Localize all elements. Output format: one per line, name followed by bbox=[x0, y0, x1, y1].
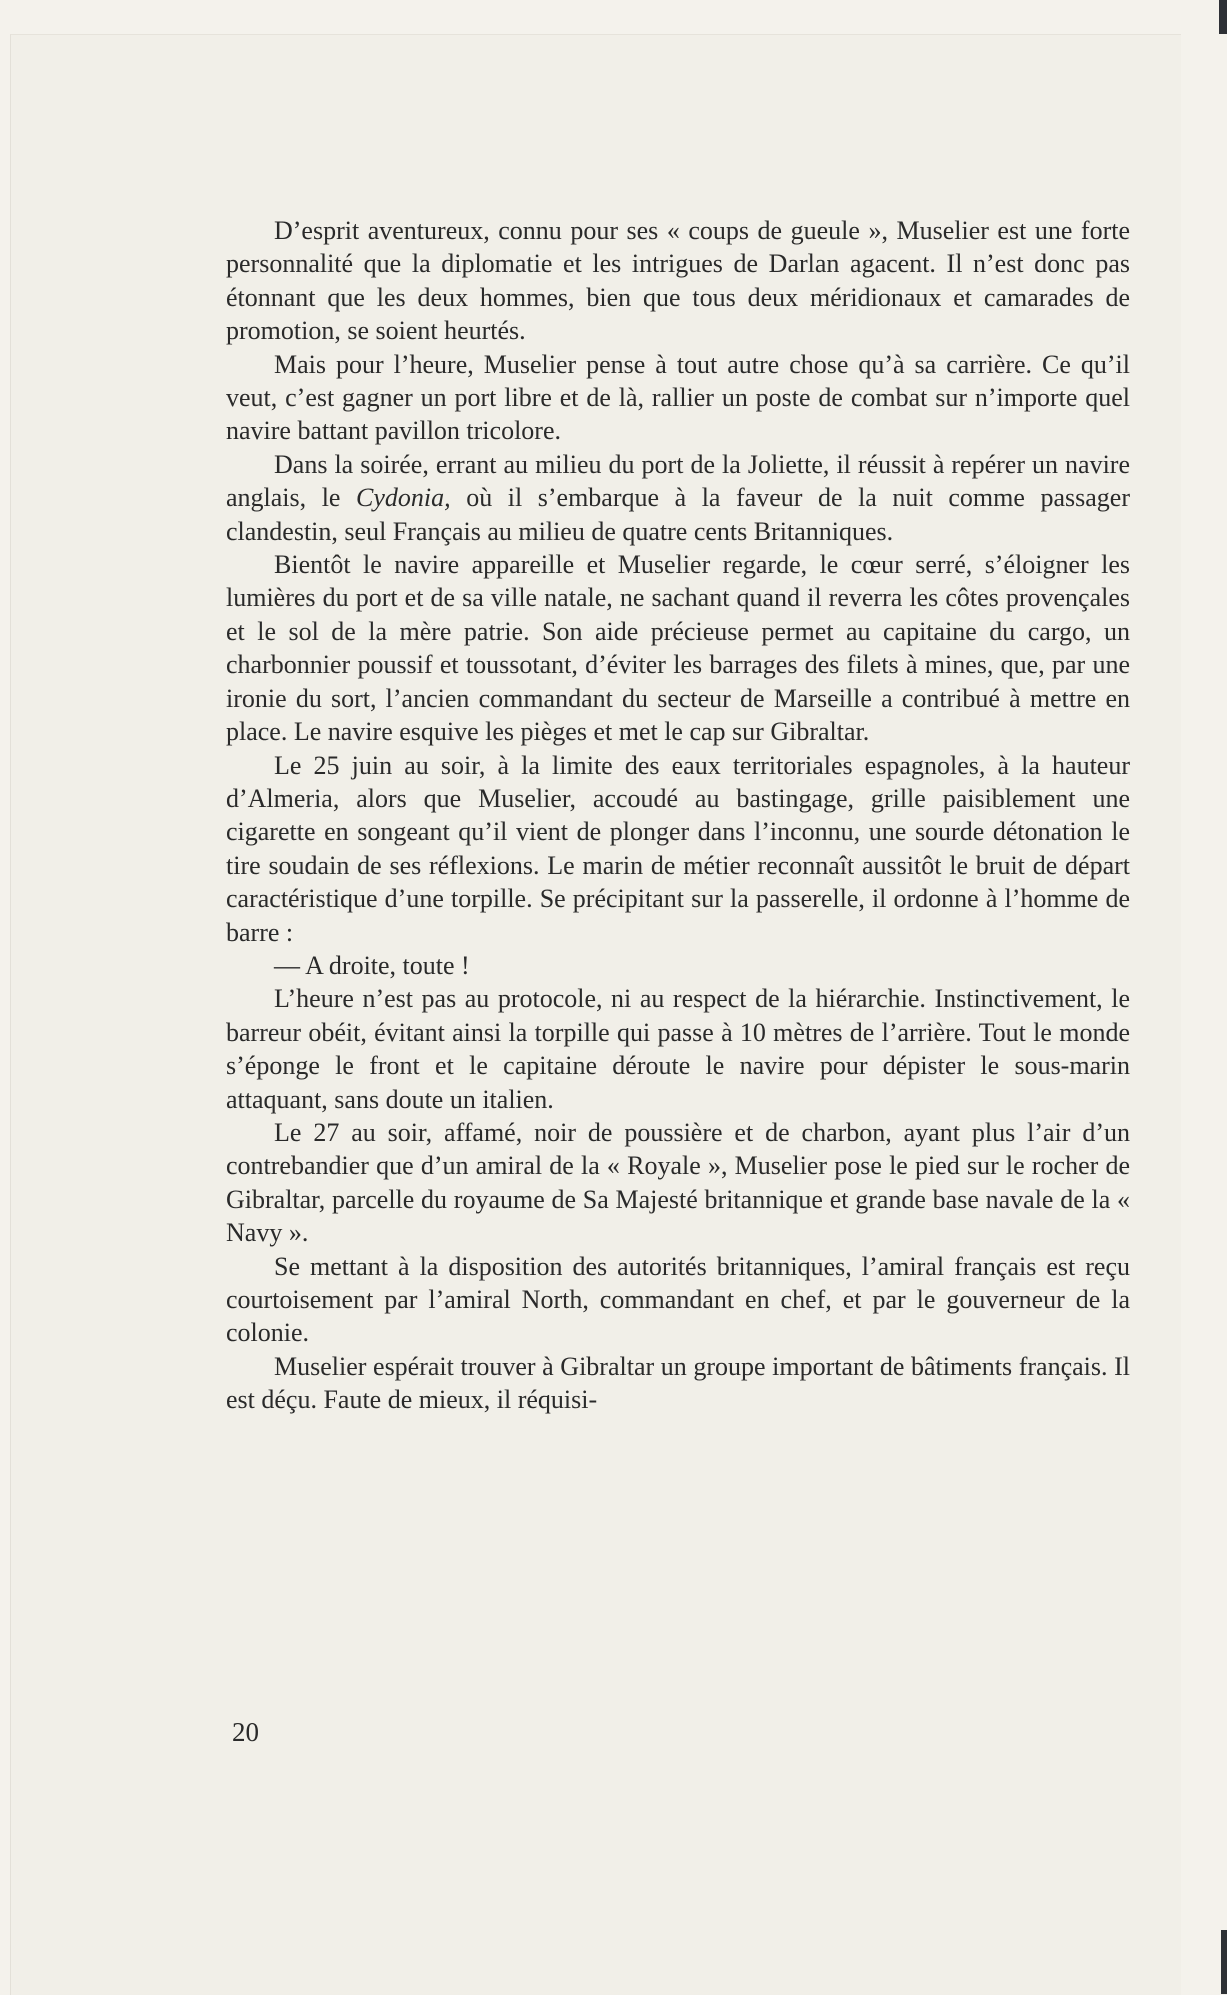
paragraph: Le 27 au soir, affamé, noir de poussière et de charbon, ayant plus l’air d’un contrebandier que d’un amiral de la « Royale », Muselier pose le pied sur le rocher de Gibraltar, parcelle du royaume de Sa Majesté britannique et grande base navale de la « Navy ». bbox=[226, 1117, 1130, 1248]
paragraph: L’heure n’est pas au protocole, ni au respect de la hiérarchie. Instinctivement, le barreur obéit, évitant ainsi la torpille qui passe à 10 mètres de l’arrière. Tout le monde s’éponge le front et le capitaine déroute le navire pour dépister le sous-marin attaquant, sans doute un italien. bbox=[226, 984, 1130, 1114]
paragraph: Le 25 juin au soir, à la limite des eaux territoriales espagnoles, à la hauteur d’Almeria, alors que Muselier, accoudé au bastingage, grille paisiblement une cigarette en songeant qu’il vient de plonger dans l’inconnu, une sourde détonation le tire soudain de ses réflexions. Le marin de métier reconnaît aussitôt le bruit de départ caractéristique d’une torpille. Se précipitant sur la passerelle, il ordonne à l’homme de barre : bbox=[226, 750, 1130, 947]
body-text bbox=[226, 214, 1130, 1417]
paragraph: Muselier espérait trouver à Gibraltar un groupe important de bâtiments français. Il est déçu. Faute de mieux, il réquisi- bbox=[226, 1351, 1130, 1415]
paragraph-text: où il s’embarque à la faveur de la nuit comme passager clandestin, seul Français au milieu de quatre cents Britanniques. bbox=[226, 483, 1130, 546]
paragraph: Se mettant à la disposition des autorités britanniques, l’amiral français est reçu courtoisement par l’amiral North, commandant en chef, et par le gouverneur de la colonie. bbox=[226, 1251, 1130, 1348]
page-number: 20 bbox=[232, 1717, 259, 1747]
paragraph: Mais pour l’heure, Muselier pense à tout autre chose qu’à sa carrière. Ce qu’il veut, c’est gagner un port libre et de là, rallier un poste de combat sur n’importe quel navire battant pavillon tricolore. bbox=[226, 349, 1130, 446]
scan-edge-top bbox=[1219, 0, 1227, 34]
paragraph bbox=[226, 448, 1130, 548]
paragraph-text: Dans la soirée, errant au milieu du port de la Joliette, il réussit à repérer un navire anglais, le bbox=[226, 449, 1130, 513]
paragraph: D’esprit aventureux, connu pour ses « coups de gueule », Muselier est une forte personnalité que la diplomatie et les intrigues de Darlan agacent. Il n’est donc pas étonnant que les deux hommes, bien que tous deux méridionaux et camarades de promotion, se soient heurtés. bbox=[226, 216, 1130, 346]
ship-name: Cydonia, bbox=[356, 483, 451, 513]
dialogue-line: — A droite, toute ! bbox=[274, 950, 470, 980]
scan-edge-bottom bbox=[1221, 1930, 1227, 1994]
paragraph: Bientôt le navire appareille et Muselier regarde, le cœur serré, s’éloigner les lumières du port et de sa ville natale, ne sachant quand il reverra les côtes provençales et le sol de la mère patrie. Son aide précieuse permet au capitaine du cargo, un charbonnier poussif et toussotant, d’éviter les barrages des filets à mines, que, par une ironie du sort, l’ancien commandant du secteur de Marseille a contribué à mettre en place. Le navire esquive les pièges et met le cap sur Gibraltar. bbox=[226, 550, 1130, 747]
